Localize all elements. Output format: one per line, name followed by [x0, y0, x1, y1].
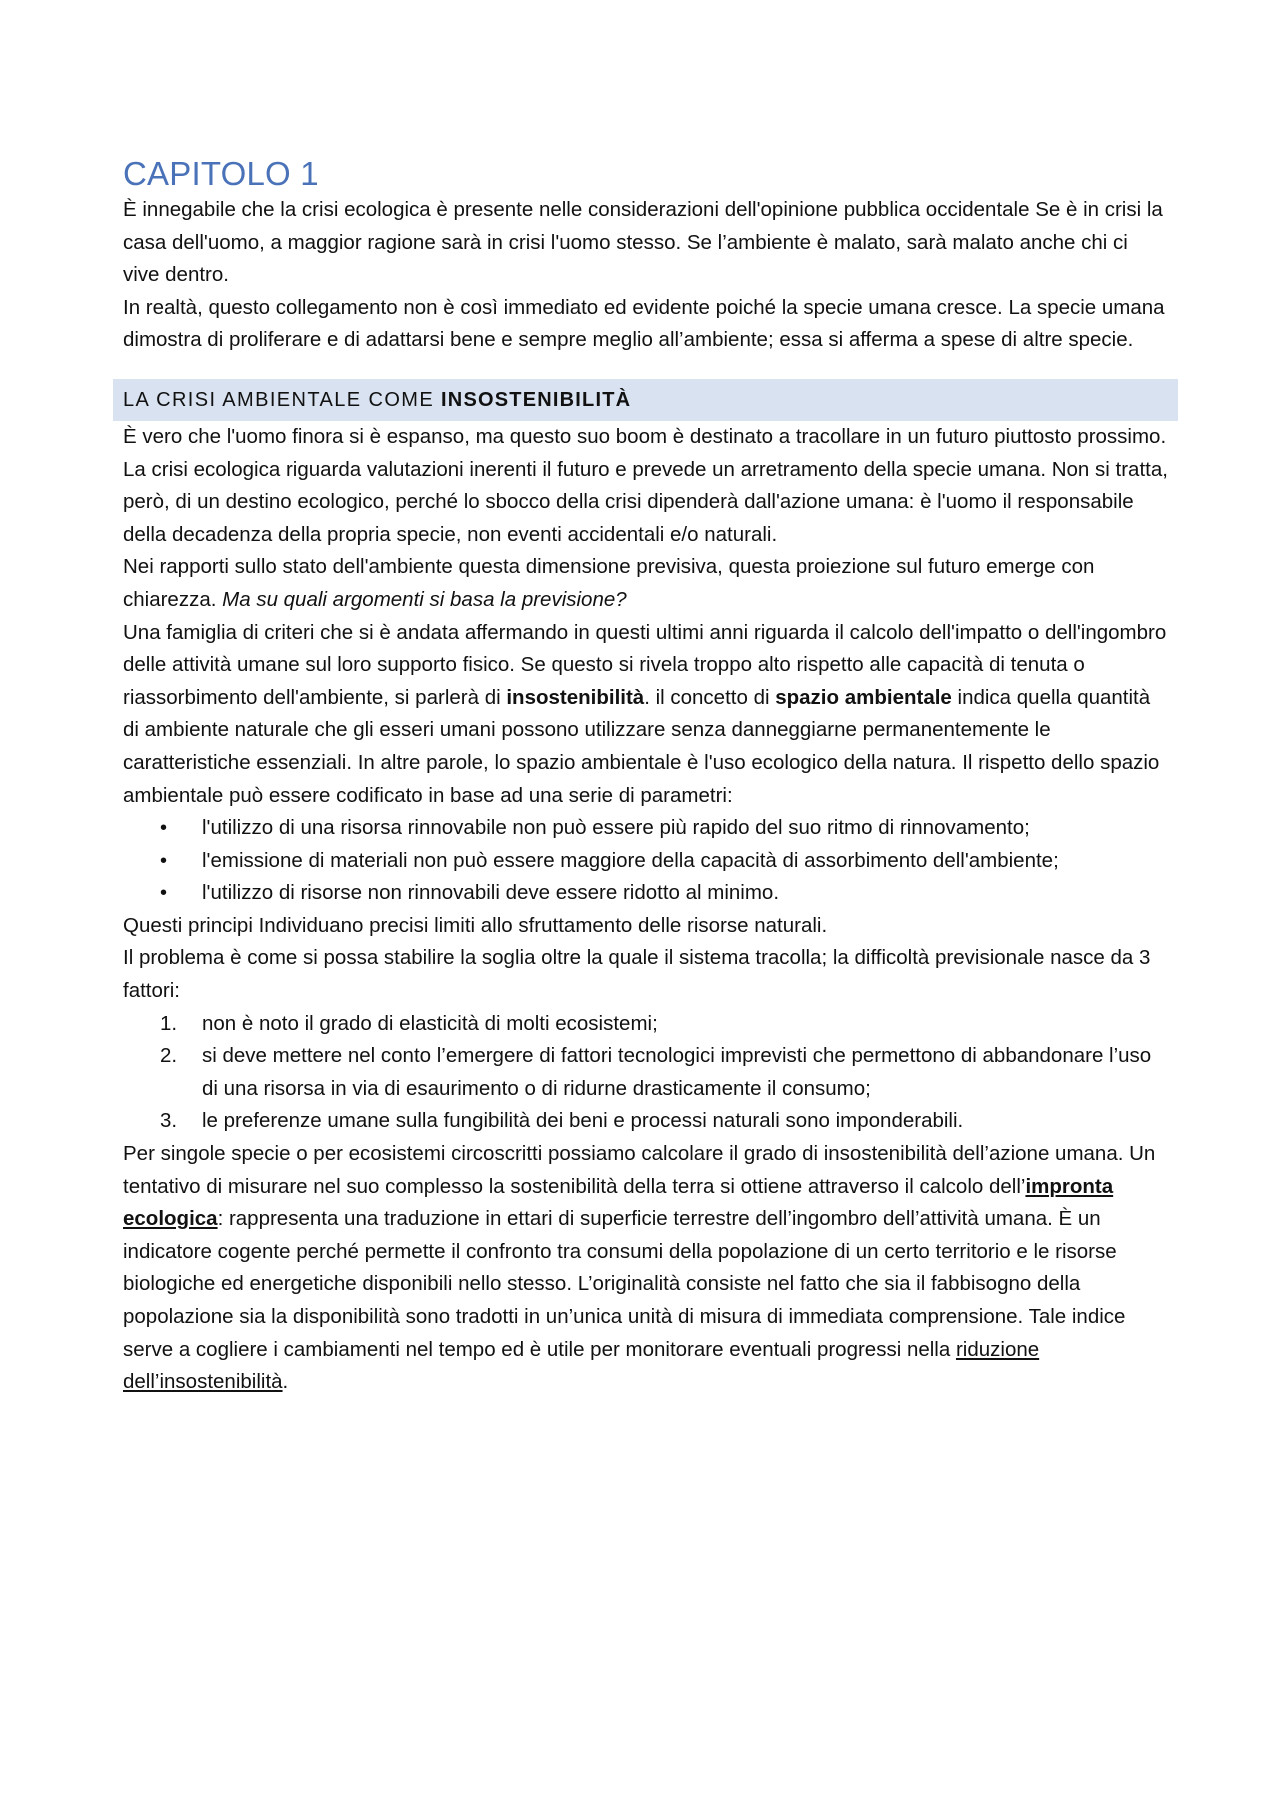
list-item: • l'utilizzo di risorse non rinnovabili deve essere ridotto al minimo.: [200, 877, 1168, 910]
list-number: 3.: [160, 1109, 178, 1133]
body-paragraph-2-text: Nei rapporti sullo stato dell'ambiente questa dimensione previsiva, questa proiezione sul futuro emerge con chiarezza.: [123, 555, 1095, 611]
body-paragraph-3-a: Una famiglia di criteri che si è andata affermando in questi ultimi anni riguarda il calcolo dell'impatto o dell'ingombro delle attività umane sul loro supporto fisico. Se questo si rivela troppo alto rispetto alle capacità di tenuta o riassorbimento dell'ambiente, si parlerà di: [123, 620, 1167, 709]
term-riduzione-insostenibilita: riduzione dell’insostenibilità: [123, 1337, 1040, 1394]
body-paragraph-3-c: indica quella quantità di ambiente naturale che gli esseri umani possono utilizzare senza danneggiarne permanentemente le caratteristiche essenziali. In altre parole, lo spazio ambientale è l'uso ecologico della natura. Il rispetto dello spazio ambientale può essere codificato in base ad una serie di parametri:: [123, 685, 1160, 807]
list-item: • l'utilizzo di una risorsa rinnovabile non può essere più rapido del suo ritmo di rinnovamento;: [200, 812, 1168, 845]
term-impronta-ecologica: impronta ecologica: [123, 1174, 1114, 1231]
body-paragraph-3-b: . il concetto di: [644, 685, 776, 709]
list-item: • l'emissione di materiali non può essere maggiore della capacità di assorbimento dell'ambiente;: [200, 845, 1168, 878]
list-item-text: si deve mettere nel conto l’emergere di fattori tecnologici imprevisti che permettono di abbandonare l’uso di una risorsa in via di esaurimento o di ridurne drasticamente il consumo;: [202, 1044, 1152, 1100]
intro-paragraph-1: È innegabile che la crisi ecologica è presente nelle considerazioni dell'opinione pubblica occidentale Se è in crisi la casa dell'uomo, a maggior ragione sarà in crisi l'uomo stesso. Se l’ambiente è malato, sarà malato anche chi ci vive dentro.: [123, 198, 1163, 287]
list-item-text: le preferenze umane sulla fungibilità dei beni e processi naturali sono imponderabili.: [202, 1109, 964, 1133]
parameters-list: [123, 812, 1168, 910]
body-paragraph-3: [123, 617, 1168, 813]
body-paragraph-1: È vero che l'uomo finora si è espanso, ma questo suo boom è destinato a tracollare in un futuro piuttosto prossimo. La crisi ecologica riguarda valutazioni inerenti il futuro e prevede un arretramento della specie umana. Non si tratta, però, di un destino ecologico, perché lo sbocco della crisi dipenderà dall'azione umana: è l'uomo il responsabile della decadenza della propria specie, non eventi accidentali e/o naturali.: [123, 424, 1168, 546]
section-heading: [113, 379, 1178, 421]
body-paragraph-6-b: : rappresenta una traduzione in ettari di superficie terrestre dell’ingombro dell’attività umana. È un indicatore cogente perché permette il confronto tra consumi della popolazione di un certo territorio e le risorse biologiche ed energetiche disponibili nello stesso. L’originalità consiste nel fatto che sia il fabbisogno della popolazione sia la disponibilità sono tradotti in un’unica unità di misura di immediata comprensione. Tale indice serve a cogliere i cambiamenti nel tempo ed è utile per monitorare eventuali progressi nella: [123, 1207, 1126, 1361]
body-paragraph-2-question: Ma su quali argomenti si basa la previsione?: [222, 587, 627, 611]
list-item: [160, 1105, 1168, 1138]
document-page: [123, 150, 1168, 1399]
list-number: 1.: [160, 1011, 178, 1035]
chapter-title: CAPITOLO 1: [123, 155, 319, 192]
term-insostenibilita: insostenibilità: [506, 685, 645, 709]
term-spazio-ambientale: spazio ambientale: [775, 685, 952, 709]
list-item: [160, 1008, 1168, 1041]
factors-list: [123, 1008, 1168, 1138]
section-heading-prefix: LA CRISI AMBIENTALE COME: [123, 388, 442, 411]
section-heading-bold: INSOSTENIBILITÀ: [441, 388, 632, 411]
body-paragraph-6-c: .: [282, 1370, 289, 1394]
list-number: 2.: [160, 1044, 178, 1068]
body-paragraph-5: Il problema è come si possa stabilire la soglia oltre la quale il sistema tracolla; la difficoltà previsionale nasce da 3 fattori:: [123, 946, 1151, 1003]
body-paragraph-4: Questi principi Individuano precisi limiti allo sfruttamento delle risorse naturali.: [123, 913, 828, 937]
body-paragraph-6-a: Per singole specie o per ecosistemi circoscritti possiamo calcolare il grado di insostenibilità dell’azione umana. Un tentativo di misurare nel suo complesso la sostenibilità della terra si ottiene attraverso il calcolo dell’: [123, 1142, 1156, 1198]
body-paragraph-6: [123, 1138, 1168, 1399]
list-item-text: non è noto il grado di elasticità di molti ecosistemi;: [202, 1011, 658, 1035]
intro-paragraph-2: In realtà, questo collegamento non è così immediato ed evidente poiché la specie umana cresce. La specie umana dimostra di proliferare e di adattarsi bene e sempre meglio all’ambiente; essa si afferma a spese di altre specie.: [123, 295, 1165, 352]
body-paragraph-2: [123, 551, 1168, 616]
list-item: [160, 1040, 1168, 1105]
